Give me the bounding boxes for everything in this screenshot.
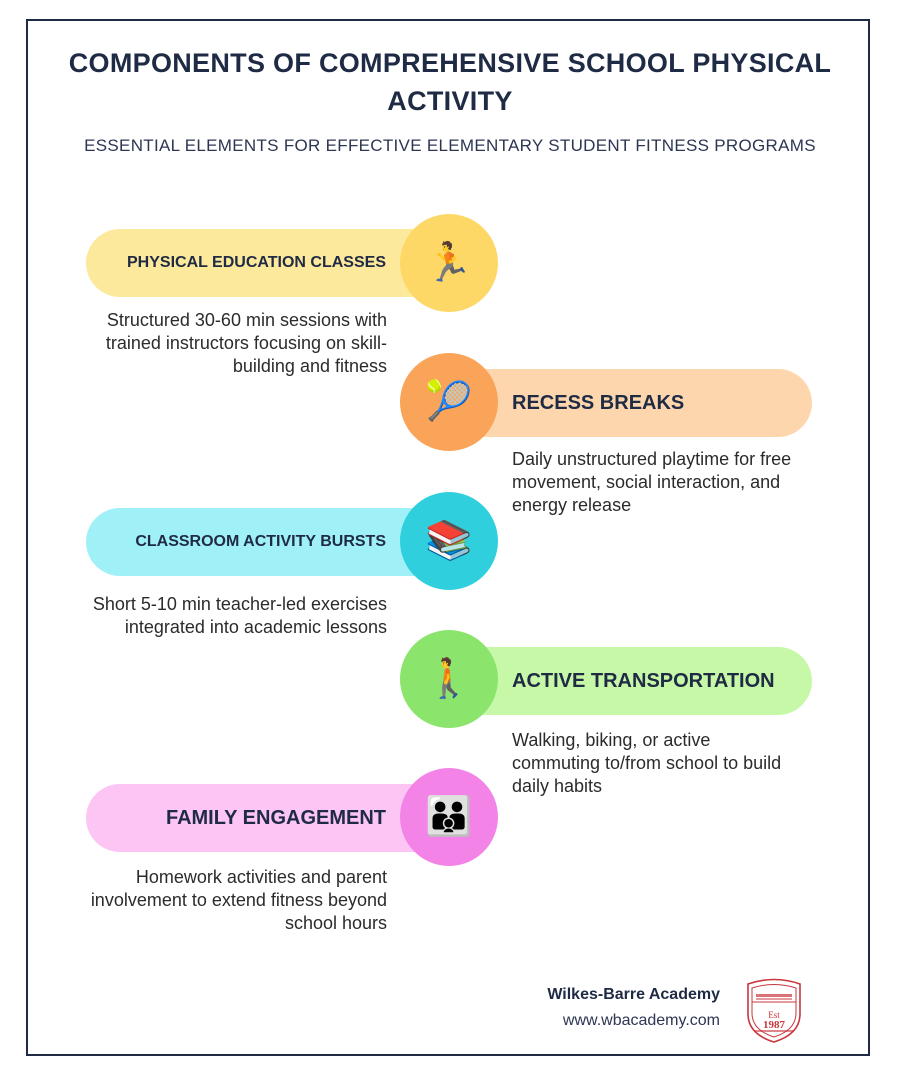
component-label-active-transportation: ACTIVE TRANSPORTATION bbox=[450, 647, 812, 715]
page-subtitle: ESSENTIAL ELEMENTS FOR EFFECTIVE ELEMENTARY STUDENT FITNESS PROGRAMS bbox=[84, 136, 816, 155]
walking-person-icon: 🚶 bbox=[425, 658, 473, 700]
component-badge-classroom-activity bbox=[400, 492, 498, 590]
runner-icon: 🏃 bbox=[425, 242, 473, 284]
books-icon: 📚 bbox=[425, 520, 473, 562]
seal-est-text: Est bbox=[768, 1010, 780, 1020]
component-description-recess: Daily unstructured playtime for free movement, social interaction, and energy release bbox=[512, 449, 792, 515]
component-badge-physical-education bbox=[400, 214, 498, 312]
component-label-family-engagement: FAMILY ENGAGEMENT bbox=[86, 784, 430, 852]
seal-year-text: 1987 bbox=[763, 1019, 785, 1031]
component-badge-recess bbox=[400, 353, 498, 451]
academy-seal-logo bbox=[740, 976, 808, 1044]
organization-name: Wilkes-Barre Academy bbox=[547, 986, 720, 1003]
family-icon: 👪 bbox=[425, 796, 473, 838]
organization-url: www.wbacademy.com bbox=[562, 1012, 720, 1029]
component-label-physical-education: PHYSICAL EDUCATION CLASSES bbox=[86, 229, 430, 297]
component-description-family-engagement: Homework activities and parent involvement to extend fitness beyond school hours bbox=[90, 867, 387, 933]
component-label-recess: RECESS BREAKS bbox=[450, 369, 812, 437]
component-description-physical-education: Structured 30-60 min sessions with trained instructors focusing on skill-building and fitness bbox=[105, 310, 387, 376]
component-description-active-transportation: Walking, biking, or active commuting to/from school to build daily habits bbox=[512, 730, 782, 796]
component-badge-active-transportation bbox=[400, 630, 498, 728]
component-description-classroom-activity: Short 5-10 min teacher-led exercises integrated into academic lessons bbox=[92, 594, 387, 637]
component-badge-family-engagement bbox=[400, 768, 498, 866]
component-label-classroom-activity: CLASSROOM ACTIVITY BURSTS bbox=[86, 508, 430, 576]
page-title: COMPONENTS OF COMPREHENSIVE SCHOOL PHYSICAL ACTIVITY bbox=[68, 48, 832, 116]
tennis-ball-icon: 🎾 bbox=[425, 381, 473, 423]
